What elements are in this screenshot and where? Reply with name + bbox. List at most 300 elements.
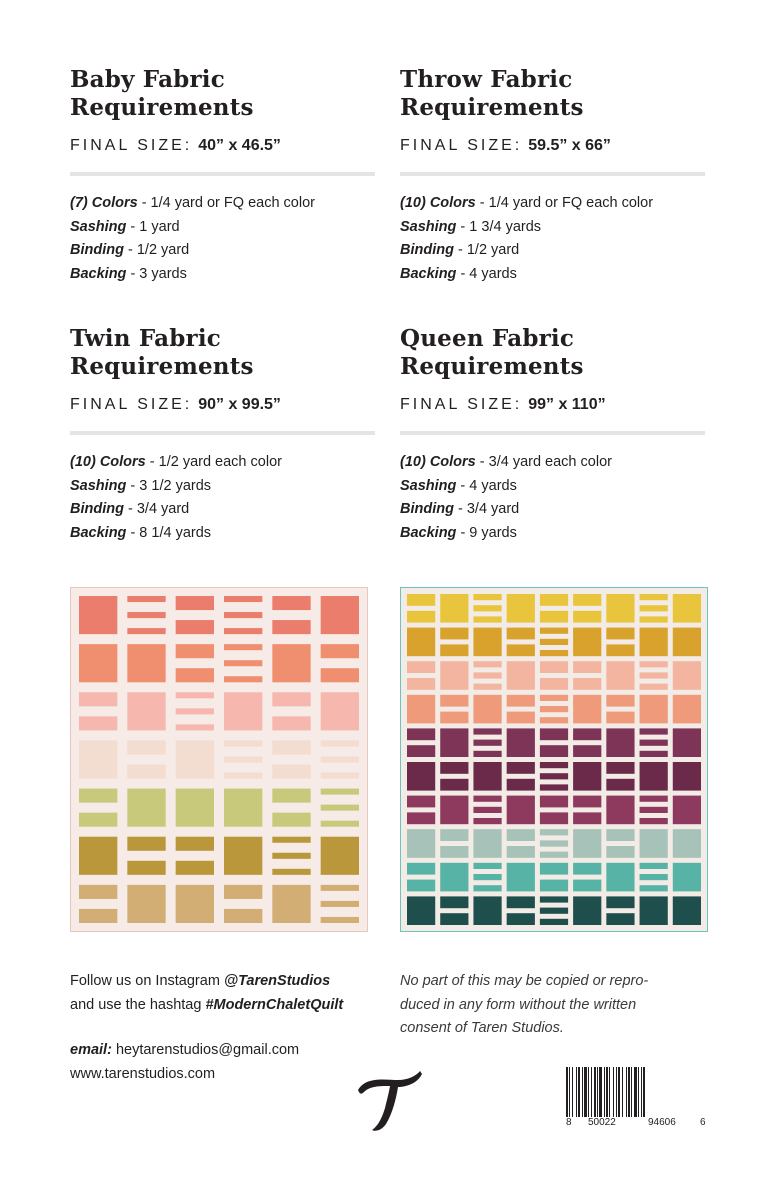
quilt-block xyxy=(640,896,668,925)
quilt-block xyxy=(440,779,468,791)
quilt-block xyxy=(507,863,535,892)
quilt-block xyxy=(507,846,535,858)
quilt-block xyxy=(127,837,165,851)
quilt-block xyxy=(540,661,568,673)
quilt-block xyxy=(407,796,435,808)
quilt-block xyxy=(176,596,214,610)
quilt-block xyxy=(79,837,117,875)
section-title: Baby Fabric Requirements xyxy=(70,66,254,121)
barcode-bar xyxy=(618,1067,620,1117)
quilt-block xyxy=(507,829,535,841)
quilt-block xyxy=(540,840,568,846)
quilt-block xyxy=(79,813,117,827)
quilt-block xyxy=(321,668,359,682)
quilt-block xyxy=(272,885,310,923)
quilt-block xyxy=(473,762,501,791)
quilt-block xyxy=(507,728,535,757)
queen-quilt-illustration xyxy=(401,588,707,931)
quilt-block xyxy=(540,762,568,768)
barcode-bar xyxy=(582,1067,583,1117)
quilt-block xyxy=(673,796,701,825)
quilt-block xyxy=(507,796,535,825)
quilt-block xyxy=(321,773,359,779)
quilt-block xyxy=(224,909,262,923)
quilt-block xyxy=(640,818,668,824)
quilt-block xyxy=(407,728,435,740)
quilt-block xyxy=(606,762,634,774)
quilt-block xyxy=(127,596,165,602)
quilt-block xyxy=(540,908,568,914)
requirement-item: Sashing - 1 3/4 yards xyxy=(400,218,542,235)
quilt-block xyxy=(540,880,568,892)
quilt-block xyxy=(540,628,568,634)
quilt-block xyxy=(440,762,468,774)
quilt-block xyxy=(540,728,568,740)
quilt-block xyxy=(673,762,701,791)
quilt-block xyxy=(79,716,117,730)
requirements-list xyxy=(70,451,376,545)
quilt-block xyxy=(272,853,310,859)
barcode-bar xyxy=(631,1067,632,1117)
barcode-bar xyxy=(643,1067,645,1117)
barcode-bar xyxy=(634,1067,637,1117)
quilt-block xyxy=(321,837,359,875)
quilt-block xyxy=(176,708,214,714)
quilt-block xyxy=(540,919,568,925)
quilt-block xyxy=(473,728,501,734)
divider xyxy=(400,431,705,435)
quilt-block xyxy=(176,837,214,851)
requirement-item: Binding - 1/2 yard xyxy=(70,242,190,258)
quilt-block xyxy=(606,661,634,690)
final-size: FINAL SIZE: 90” x 99.5” xyxy=(70,396,281,413)
barcode-bar xyxy=(597,1067,598,1117)
quilt-block xyxy=(640,796,668,802)
quilt-block xyxy=(407,745,435,757)
quilt-block xyxy=(272,596,310,610)
quilt-block xyxy=(272,837,310,843)
quilt-block xyxy=(606,628,634,640)
quilt-block xyxy=(127,885,165,923)
quilt-block xyxy=(272,813,310,827)
quilt-block xyxy=(321,740,359,746)
quilt-block xyxy=(640,605,668,611)
quilt-block xyxy=(673,728,701,757)
requirement-item: Sashing - 3 1/2 yards xyxy=(70,477,212,494)
quilt-block xyxy=(473,796,501,802)
requirement-item: Backing - 3 yards xyxy=(70,265,187,282)
barcode-bar xyxy=(641,1067,642,1117)
quilt-block xyxy=(606,728,634,757)
quilt-block xyxy=(440,796,468,825)
barcode-bar xyxy=(628,1067,630,1117)
quilt-block xyxy=(640,751,668,757)
quilt-block xyxy=(272,740,310,754)
quilt-block xyxy=(573,728,601,740)
quilt-block xyxy=(176,861,214,875)
quilt-block xyxy=(272,644,310,682)
barcode-bar xyxy=(572,1067,573,1117)
barcode-bar xyxy=(591,1067,592,1117)
quilt-block xyxy=(272,869,310,875)
quilt-block xyxy=(540,639,568,645)
requirement-item: Sashing - 4 yards xyxy=(400,477,517,494)
quilt-block xyxy=(540,717,568,723)
barcode-bar xyxy=(599,1067,602,1117)
quilt-block xyxy=(573,880,601,892)
quilt-block xyxy=(573,812,601,824)
quilt-block xyxy=(321,596,359,634)
twin-requirements xyxy=(70,325,376,545)
quilt-block xyxy=(440,661,468,690)
quilt-block xyxy=(606,796,634,825)
barcode-bar xyxy=(576,1067,577,1117)
quilt-block xyxy=(127,765,165,779)
quilt-block xyxy=(176,668,214,682)
quilt-block xyxy=(272,716,310,730)
quilt-block xyxy=(407,611,435,623)
quilt-block xyxy=(321,901,359,907)
quilt-block xyxy=(540,812,568,824)
quilt-block xyxy=(407,628,435,657)
quilt-block xyxy=(507,779,535,791)
quilt-block xyxy=(540,611,568,623)
quilt-block xyxy=(540,745,568,757)
divider xyxy=(400,172,705,176)
quilt-block xyxy=(573,796,601,808)
requirements-list xyxy=(400,192,706,286)
quilt-block xyxy=(272,789,310,803)
quilt-block xyxy=(540,796,568,808)
quilt-block xyxy=(473,672,501,678)
quilt-block xyxy=(640,728,668,734)
quilt-block xyxy=(224,740,262,746)
requirement-item: Binding - 3/4 yard xyxy=(400,501,520,517)
quilt-block xyxy=(176,692,214,698)
quilt-block xyxy=(473,740,501,746)
quilt-block xyxy=(224,644,262,650)
quilt-block xyxy=(673,695,701,724)
quilt-block xyxy=(440,644,468,656)
requirements-list xyxy=(70,192,376,286)
quilt-block xyxy=(640,762,668,791)
quilt-block xyxy=(79,596,117,634)
barcode-bar xyxy=(622,1067,623,1117)
taren-logo-icon xyxy=(352,1068,424,1134)
requirement-item: (10) Colors - 3/4 yard each color xyxy=(400,454,612,470)
quilt-block xyxy=(640,874,668,880)
barcode-bar xyxy=(566,1067,568,1117)
quilt-block xyxy=(127,612,165,618)
quilt-block xyxy=(127,644,165,682)
quilt-block xyxy=(573,829,601,858)
section-title: Queen Fabric Requirements xyxy=(400,325,584,380)
quilt-block xyxy=(407,594,435,606)
quilt-block xyxy=(321,885,359,891)
quilt-block xyxy=(507,896,535,908)
quilt-block xyxy=(573,661,601,673)
quilt-block xyxy=(540,773,568,779)
quilt-block xyxy=(507,594,535,623)
quilt-block xyxy=(473,695,501,724)
quilt-block xyxy=(473,896,501,925)
quilt-block xyxy=(673,863,701,892)
quilt-block xyxy=(540,678,568,690)
quilt-block xyxy=(640,628,668,657)
quilt-block xyxy=(176,620,214,634)
quilt-block xyxy=(440,846,468,858)
quilt-block xyxy=(176,789,214,827)
quilt-block xyxy=(473,829,501,858)
quilt-block xyxy=(473,605,501,611)
quilt-block xyxy=(176,724,214,730)
quilt-block xyxy=(321,789,359,795)
quilt-block xyxy=(407,829,435,858)
quilt-block xyxy=(440,896,468,908)
quilt-block xyxy=(440,728,468,757)
quilt-block xyxy=(127,740,165,754)
quilt-block xyxy=(573,611,601,623)
copyright-notice: No part of this may be copied or repro- duced in any form without the written consent of Taren Studios. xyxy=(400,973,649,1036)
quilt-block xyxy=(224,628,262,634)
quilt-block xyxy=(407,812,435,824)
quilt-block xyxy=(606,712,634,724)
quilt-block xyxy=(127,692,165,730)
quilt-block xyxy=(440,712,468,724)
quilt-block xyxy=(79,909,117,923)
quilt-block xyxy=(440,695,468,707)
quilt-block xyxy=(321,917,359,923)
quilt-block xyxy=(79,885,117,899)
quilt-block xyxy=(573,863,601,875)
quilt-block xyxy=(79,740,117,778)
quilt-block xyxy=(473,863,501,869)
quilt-block xyxy=(540,852,568,858)
requirement-item: Binding - 3/4 yard xyxy=(70,501,190,517)
throw-requirements xyxy=(400,66,706,286)
requirement-item: Binding - 1/2 yard xyxy=(400,242,520,258)
quilt-block xyxy=(606,594,634,623)
email-line: email: heytarenstudios@gmail.com xyxy=(70,1042,300,1058)
barcode-bar xyxy=(609,1067,610,1117)
baby-quilt-illustration xyxy=(71,588,367,931)
quilt-block xyxy=(540,706,568,712)
quilt-block xyxy=(640,695,668,724)
quilt-block xyxy=(573,745,601,757)
quilt-block xyxy=(606,829,634,841)
requirements-list xyxy=(400,451,706,545)
email-link[interactable]: heytarenstudios@gmail.com xyxy=(111,1042,300,1058)
quilt-block xyxy=(127,861,165,875)
barcode-bar xyxy=(638,1067,639,1117)
quilt-block xyxy=(224,692,262,730)
baby-quilt-image xyxy=(70,587,368,932)
quilt-block xyxy=(321,692,359,730)
quilt-block xyxy=(507,712,535,724)
quilt-block xyxy=(640,616,668,622)
quilt-block xyxy=(673,896,701,925)
quilt-block xyxy=(473,684,501,690)
quilt-block xyxy=(640,829,668,858)
quilt-block xyxy=(224,885,262,899)
quilt-block xyxy=(673,829,701,858)
quilt-block xyxy=(272,692,310,706)
quilt-block xyxy=(573,628,601,657)
quilt-block xyxy=(321,756,359,762)
quilt-block xyxy=(573,896,601,925)
quilt-block xyxy=(79,644,117,682)
contact-info xyxy=(70,970,343,1086)
quilt-block xyxy=(176,644,214,658)
quilt-block xyxy=(573,678,601,690)
quilt-block xyxy=(407,678,435,690)
divider xyxy=(70,172,375,176)
instagram-line: Follow us on Instagram @TarenStudios xyxy=(70,973,331,989)
quilt-block xyxy=(640,684,668,690)
barcode-bar xyxy=(604,1067,605,1117)
final-size: FINAL SIZE: 40” x 46.5” xyxy=(70,137,281,154)
quilt-block xyxy=(640,863,668,869)
quilt-block xyxy=(176,885,214,923)
quilt-block xyxy=(540,784,568,790)
quilt-block xyxy=(507,913,535,925)
quilt-block xyxy=(473,874,501,880)
quilt-block xyxy=(440,829,468,841)
quilt-block xyxy=(440,594,468,623)
quilt-block xyxy=(540,863,568,875)
requirement-item: Backing - 9 yards xyxy=(400,524,517,541)
quilt-block xyxy=(507,644,535,656)
barcode-bar xyxy=(606,1067,608,1117)
barcode-bar xyxy=(594,1067,596,1117)
divider xyxy=(70,431,375,435)
quilt-block xyxy=(473,594,501,600)
quilt-block xyxy=(606,863,634,892)
quilt-block xyxy=(407,762,435,791)
website-link[interactable]: www.tarenstudios.com xyxy=(70,1065,216,1082)
quilt-block xyxy=(540,896,568,902)
requirement-item: (7) Colors - 1/4 yard or FQ each color xyxy=(70,195,315,211)
quilt-block xyxy=(507,628,535,640)
quilt-block xyxy=(440,628,468,640)
requirement-item: Backing - 4 yards xyxy=(400,265,517,282)
barcode-bar xyxy=(613,1067,614,1117)
quilt-block xyxy=(606,644,634,656)
quilt-block xyxy=(407,880,435,892)
quilt-block xyxy=(176,740,214,778)
quilt-block xyxy=(407,896,435,925)
quilt-block xyxy=(640,885,668,891)
quilt-block xyxy=(473,885,501,891)
quilt-block xyxy=(606,846,634,858)
quilt-block xyxy=(224,837,262,875)
quilt-block xyxy=(321,644,359,658)
quilt-block xyxy=(440,863,468,892)
quilt-block xyxy=(473,751,501,757)
barcode-bar xyxy=(569,1067,570,1117)
quilt-block xyxy=(127,628,165,634)
quilt-block xyxy=(507,762,535,774)
quilt-block xyxy=(473,807,501,813)
quilt-block xyxy=(507,661,535,690)
quilt-block xyxy=(272,765,310,779)
barcode-bar xyxy=(616,1067,617,1117)
quilt-block xyxy=(224,789,262,827)
quilt-block xyxy=(224,756,262,762)
barcode-bar xyxy=(588,1067,589,1117)
quilt-block xyxy=(640,594,668,600)
quilt-block xyxy=(440,913,468,925)
queen-requirements xyxy=(400,325,706,545)
quilt-block xyxy=(407,661,435,673)
quilt-block xyxy=(540,695,568,701)
baby-requirements xyxy=(70,66,376,286)
quilt-block xyxy=(79,692,117,706)
quilt-block xyxy=(606,695,634,707)
barcode-bar xyxy=(626,1067,627,1117)
quilt-block xyxy=(606,896,634,908)
requirement-item: (10) Colors - 1/4 yard or FQ each color xyxy=(400,195,654,211)
quilt-block xyxy=(673,661,701,690)
quilt-block xyxy=(127,789,165,827)
quilt-block xyxy=(507,695,535,707)
quilt-block xyxy=(540,829,568,835)
quilt-block xyxy=(573,695,601,724)
quilt-block xyxy=(321,821,359,827)
instagram-handle[interactable]: @TarenStudios xyxy=(223,973,331,989)
quilt-block xyxy=(673,594,701,623)
quilt-block xyxy=(224,676,262,682)
quilt-block xyxy=(79,789,117,803)
final-size: FINAL SIZE: 59.5” x 66” xyxy=(400,137,611,154)
quilt-block xyxy=(407,863,435,875)
requirement-item: Sashing - 1 yard xyxy=(70,218,180,235)
barcode-bar xyxy=(578,1067,580,1117)
quilt-block xyxy=(224,660,262,666)
quilt-block xyxy=(540,594,568,606)
barcode-bar xyxy=(584,1067,587,1117)
quilt-block xyxy=(573,762,601,791)
quilt-block xyxy=(540,650,568,656)
quilt-block xyxy=(640,807,668,813)
quilt-block xyxy=(321,805,359,811)
hashtag[interactable]: #ModernChaletQuilt xyxy=(205,996,344,1013)
quilt-block xyxy=(606,779,634,791)
quilt-block xyxy=(673,628,701,657)
requirement-item: (10) Colors - 1/2 yard each color xyxy=(70,454,282,470)
requirement-item: Backing - 8 1/4 yards xyxy=(70,524,212,541)
quilt-block xyxy=(272,620,310,634)
quilt-block xyxy=(473,616,501,622)
quilt-block xyxy=(473,661,501,667)
quilt-block xyxy=(640,661,668,667)
section-title: Twin Fabric Requirements xyxy=(70,325,254,380)
quilt-block xyxy=(407,695,435,724)
hashtag-line: and use the hashtag #ModernChaletQuilt xyxy=(70,996,344,1013)
quilt-block xyxy=(573,594,601,606)
quilt-block xyxy=(606,913,634,925)
section-title: Throw Fabric Requirements xyxy=(400,66,584,121)
quilt-block xyxy=(224,596,262,602)
queen-quilt-image xyxy=(400,587,708,932)
final-size: FINAL SIZE: 99” x 110” xyxy=(400,396,606,413)
quilt-block xyxy=(224,773,262,779)
quilt-block xyxy=(640,672,668,678)
quilt-block xyxy=(473,628,501,657)
quilt-block xyxy=(473,818,501,824)
quilt-block xyxy=(224,612,262,618)
quilt-block xyxy=(640,740,668,746)
